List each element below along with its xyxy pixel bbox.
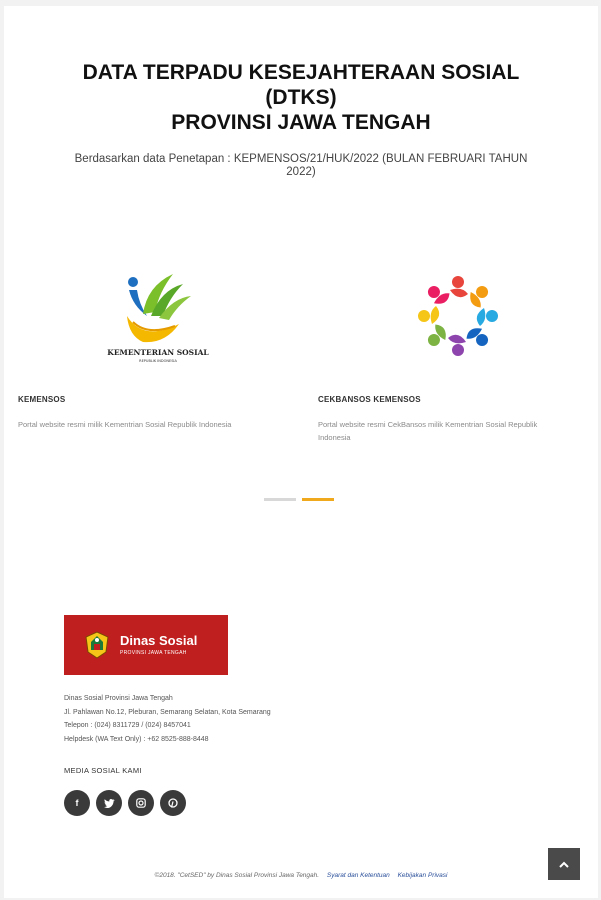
instagram-icon[interactable] [128,790,154,816]
kemensos-logo-icon [103,266,213,366]
card-cekbansos[interactable] [318,258,598,444]
page-title [44,60,558,135]
social-media-heading: MEDIA SOSIAL KAMI [64,766,142,775]
carousel-indicators [264,498,334,501]
brand-subtitle: PROVINSI JAWA TENGAH [120,650,187,656]
brand-name: Dinas Sosial [120,633,198,648]
phone-line: Telepon : (024) 8311729 / (024) 8457041 [64,722,191,729]
carousel-dot-active[interactable] [302,498,334,501]
terms-link[interactable]: Syarat dan Ketentuan [326,872,390,879]
address-line: Jl. Pahlawan No.12, Pleburan, Semarang Selatan, Kota Semarang [64,708,271,716]
card-title[interactable]: KEMENSOS [18,395,66,404]
province-emblem-icon [82,630,112,660]
copyright-text: ©2018. "CetSED" by Dinas Sosial Provinsi Jawa Tengah. [154,872,320,879]
helpdesk-line: Helpdesk (WA Text Only) : +62 8525-888-8448 [64,735,209,743]
pinterest-icon[interactable] [160,790,186,816]
kemensos-logo-text: KEMENTERIAN SOSIAL [107,347,209,357]
twitter-icon[interactable] [96,790,122,816]
kemensos-logo[interactable] [18,258,298,373]
card-description: Portal website resmi milik Kementrian Sosial Republik Indonesia [18,420,232,429]
card-kemensos[interactable] [18,258,298,431]
cekbansos-logo[interactable] [318,258,598,373]
address-line: Dinas Sosial Provinsi Jawa Tengah [64,695,173,702]
card-title[interactable]: CEKBANSOS KEMENSOS [318,395,421,404]
carousel-dot[interactable] [264,498,296,501]
title-line-2: (DTKS) [265,86,337,109]
facebook-icon[interactable]: f [64,790,90,816]
scroll-to-top-button[interactable] [548,848,580,880]
page [4,6,598,898]
card-description: Portal website resmi CekBansos milik Kementrian Sosial Republik Indonesia [318,420,538,442]
page-subtitle: Berdasarkan data Penetapan : KEPMENSOS/21/HUK/2022 (BULAN FEBRUARI TAHUN 2022) [74,153,528,178]
chevron-up-icon [559,861,569,868]
privacy-link[interactable]: Kebijakan Privasi [397,872,448,879]
footer-copyright [4,872,598,879]
title-line-3: PROVINSI JAWA TENGAH [171,111,431,134]
contact-address [64,692,271,746]
title-line-1: DATA TERPADU KESEJAHTERAAN SOSIAL [82,61,520,84]
dinsos-brand-logo[interactable] [64,615,228,675]
social-links [64,790,186,816]
brand-text [120,634,197,656]
kemensos-logo-subtext: REPUBLIK INDONESIA [139,358,177,363]
people-circle-icon [410,268,506,364]
